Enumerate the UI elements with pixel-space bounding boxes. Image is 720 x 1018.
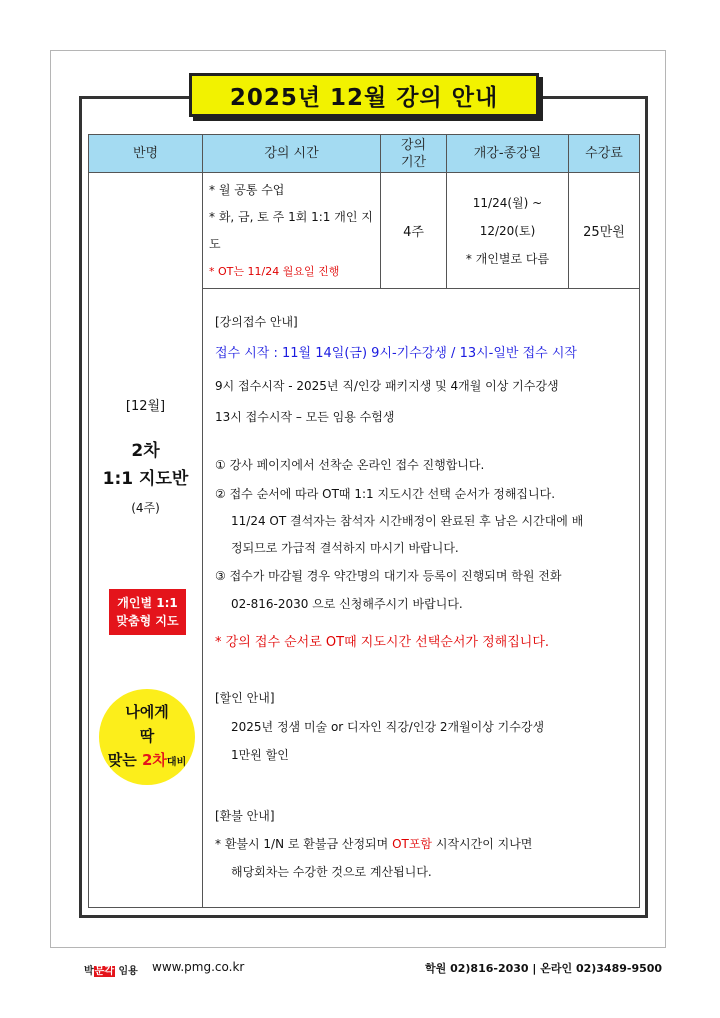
registration-9am: 9시 접수시작 - 2025년 직/인강 패키지생 및 4개월 이상 기수강생 [215,379,559,393]
dates-cell [447,173,569,289]
schedule-item: * 월 공통 수업 [209,182,285,197]
refund-line2: 해당회차는 수강한 것으로 계산됩니다. [231,865,432,879]
refund-text-c: 시작시간이 지나면 [432,837,533,851]
duration-cell: 4주 [381,173,447,289]
refund-line1 [215,835,532,852]
refund-text-a: * 환불시 1/N 로 환불금 산정되며 [215,837,393,851]
refund-text-ot: OT포함 [392,837,433,851]
table-header-row [89,135,640,173]
selection-order-notice: * 강의 접수 순서로 OT때 지도시간 선택순서가 정해집니다. [215,635,550,650]
info-cell [203,289,640,908]
class-weeks: (4주) [131,501,160,515]
fee-cell: 25만원 [569,173,640,289]
circle-line2: 딱 [139,726,155,745]
class-title-line1: 2차 [131,441,160,461]
circle-text-c: 대비 [166,756,187,768]
notice-item-2: ② 접수 순서에 따라 OT때 1:1 지도시간 선택 순서가 정해집니다. [215,487,556,501]
class-title [89,437,202,493]
circle-text-a: 맞는 [107,750,142,769]
header-fee: 수강료 [569,135,640,173]
class-title-line2: 1:1 지도반 [102,469,189,489]
notice-item-1: ① 강사 페이지에서 선착순 온라인 접수 진행합니다. [215,458,485,472]
schedule-item-ot: * OT는 11/24 월요일 진행 [209,264,340,278]
contact-info: 학원 02)816-2030 | 온라인 02)3489-9500 [425,962,663,975]
date-end: 12/20(토) [479,223,536,238]
class-name-cell [89,173,203,908]
promo-circle [99,689,195,785]
header-dates: 개강-종강일 [447,135,569,173]
badge-line2: 맞춤형 지도 [116,614,179,628]
class-month: [12월] [125,399,166,414]
notice-item-3: ③ 접수가 마감될 경우 약간명의 대기자 등록이 진행되며 학원 전화 [215,569,562,583]
badge-line1: 개인별 1:1 [117,596,178,610]
schedule-item: * 화, 금, 토 주 1회 1:1 개인 지도 [209,209,373,251]
registration-start: 접수 시작 : 11월 14일(금) 9시-기수강생 / 13시-일반 접수 시작 [215,346,577,361]
table-row [89,173,640,289]
date-start: 11/24(월) ~ [472,195,543,210]
brand-logo [84,962,138,977]
header-time: 강의 시간 [203,135,381,173]
circle-text-b: 2차 [141,750,167,769]
discount-line2: 1만원 할인 [231,748,289,762]
logo-part-c: 임용 [115,966,138,977]
date-note: * 개인별로 다름 [465,251,550,266]
refund-header: [환불 안내] [215,809,275,823]
header-class: 반명 [89,135,203,173]
notice-item-2b: 11/24 OT 결석자는 참석자 시간배정이 완료된 후 남은 시간대에 배 [231,514,584,528]
course-table [88,134,640,908]
header-period [381,135,447,173]
notice-item-3b: 02-816-2030 으로 신청해주시기 바랍니다. [231,597,463,611]
circle-line3 [108,748,186,775]
page-title: 2025년 12월 강의 안내 [189,73,539,117]
notice-item-2c: 정되므로 가급적 결석하지 마시기 바랍니다. [231,541,459,555]
registration-header: [강의접수 안내] [215,315,298,329]
logo-part-a: 박 [84,966,94,977]
discount-line1: 2025년 정샘 미술 or 디자인 직강/인강 2개월이상 기수강생 [231,720,545,734]
website-link[interactable]: www.pmg.co.kr [152,960,245,974]
circle-line1: 나에게 [125,702,169,721]
header-period-line1: 강의 [400,137,427,153]
schedule-cell [203,173,381,289]
personal-coaching-badge [109,589,186,635]
header-period-line2: 기간 [400,154,427,170]
registration-1pm: 13시 접수시작 – 모든 임용 수험생 [215,410,395,424]
logo-part-b: 문각 [94,966,114,977]
discount-header: [할인 안내] [215,691,275,705]
